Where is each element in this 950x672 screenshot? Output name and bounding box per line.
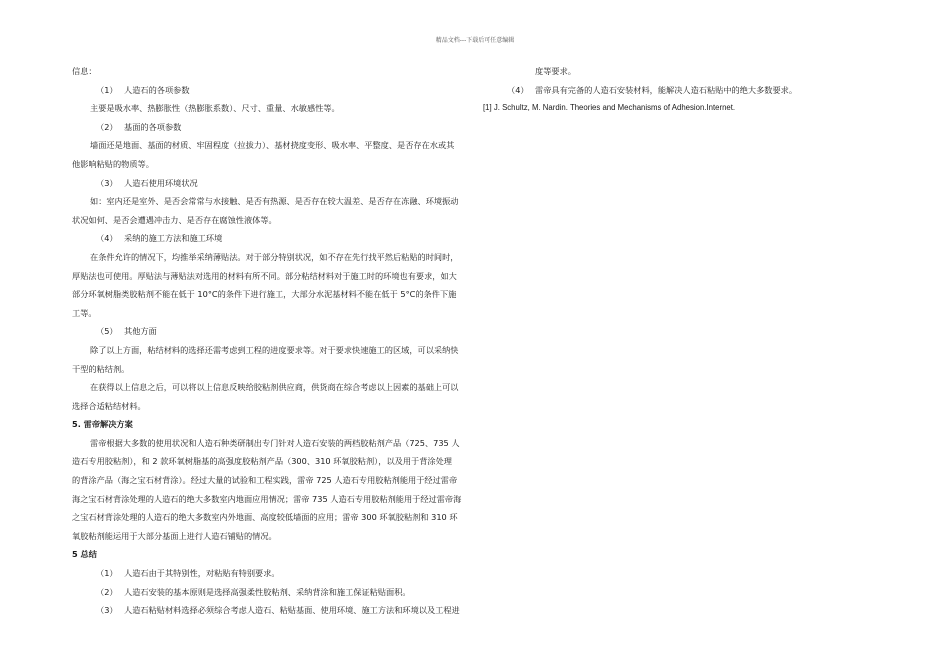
text-line: 雷帝根据大多数的使用状况和人造石种类研制出专门针对人造石安装的两档胶粘剂产品（725、735 人 xyxy=(90,437,460,448)
section-heading: 5. 雷帝解决方案 xyxy=(72,419,133,430)
text-line: 厚贴法也可使用。厚贴法与薄贴法对选用的材料有所不同。部分粘结材料对于施工时的环境也有要求，如大 xyxy=(72,270,457,281)
numbered-item xyxy=(72,564,466,583)
numbered-item xyxy=(72,174,466,193)
item-text: 人造石使用环境状况 xyxy=(124,177,198,188)
text-line: 墙面还是地面、基面的材质、牢固程度（拉拔力）、基材挠度变形、吸水率、平整度、是否存在水或其 xyxy=(90,140,455,151)
item-number: （5） xyxy=(96,326,118,337)
text-line: 在条件允许的情况下，均推举采纳薄贴法。对于部分特别状况，如不存在先行找平然后粘贴的时间时， xyxy=(90,251,459,262)
text-line: 工等。 xyxy=(72,307,97,318)
item-number: （2） xyxy=(96,121,118,132)
reference-entry: [1] J. Schultz, M. Nardin. Theories and Mechanisms of Adhesion.Internet. xyxy=(483,103,736,113)
text-line: 如：室内还是室外、是否会常常与水接触、是否有热源、是否存在较大温差、是否存在冻融、环境振动 xyxy=(90,196,459,207)
item-text: 雷帝具有完备的人造石安装材料，能解决人造石粘贴中的绝大多数要求。 xyxy=(535,84,798,95)
text-line: 他影响粘贴的物质等。 xyxy=(72,158,154,169)
item-text: 采纳的施工方法和施工环境 xyxy=(124,233,223,244)
numbered-item xyxy=(72,601,466,620)
text-line: 海之宝石材背涂处理的人造石的绝大多数室内地面应用情况；雷帝 735 人造石专用胶粘剂能用于经过雷帝海 xyxy=(72,493,462,504)
item-number: （3） xyxy=(96,177,118,188)
item-number: （4） xyxy=(507,84,529,95)
numbered-item xyxy=(72,229,466,248)
text-line: 氧胶粘剂能运用于大部分基面上进行人造石铺贴的情况。 xyxy=(72,530,277,541)
text-line: 之宝石材背涂处理的人造石的绝大多数室内外地面、高度较低墙面的应用；雷帝 300 环氧胶粘剂和 310 环 xyxy=(72,512,458,523)
page-header: 精品文档---下载后可任意编辑 xyxy=(435,37,515,44)
item-text: 基面的各项参数 xyxy=(124,121,182,132)
text-line: 的背涂产品（海之宝石材背涂）。经过大量的试验和工程实践，雷帝 725 人造石专用胶粘剂能用于经过雷帝 xyxy=(72,475,458,486)
numbered-item xyxy=(72,583,466,602)
item-text: 人造石安装的基本原则是选择高强柔性胶粘剂、采纳背涂和施工保证粘贴面积。 xyxy=(124,586,411,597)
item-text: 人造石由于其特别性，对粘贴有特别要求。 xyxy=(124,568,280,579)
right-column xyxy=(483,62,813,118)
numbered-item xyxy=(72,118,466,137)
section-heading: 5 总结 xyxy=(72,549,97,560)
numbered-item xyxy=(72,322,466,341)
text-line: 部分环氧树脂类胶粘剂不能在低于 10°C的条件下进行施工，大部分水泥基材料不能在低于 5°C的条件下施 xyxy=(72,289,457,300)
item-number: （3） xyxy=(96,605,118,616)
left-column xyxy=(72,62,466,620)
text-line: 选择合适粘结材料。 xyxy=(72,400,146,411)
item-number: （1） xyxy=(96,84,118,95)
text-line: 度等要求。 xyxy=(535,66,576,76)
text-line: 在获得以上信息之后，可以将以上信息反映给胶粘剂供应商，供货商在综合考虑以上因素的基础上可以 xyxy=(90,382,459,393)
numbered-item xyxy=(72,81,466,100)
item-text: 其他方面 xyxy=(124,326,157,337)
text-line: 信息： xyxy=(72,66,97,76)
item-text: 人造石的各项参数 xyxy=(124,84,190,95)
text-line: 状况如何、是否会遭遇冲击力、是否存在腐蚀性液体等。 xyxy=(72,214,277,225)
item-number: （1） xyxy=(96,568,118,579)
text-line: 主要是吸水率、热膨胀性（热膨胀系数）、尺寸、重量、水敏感性等。 xyxy=(90,103,340,114)
text-line: 除了以上方面，粘结材料的选择还需考虑到工程的进度要求等。对于要求快速施工的区域，可以采纳快 xyxy=(90,344,459,355)
item-text: 人造石粘贴材料选择必须综合考虑人造石、粘贴基面、使用环境、施工方法和环境以及工程进 xyxy=(124,605,460,616)
item-number: （2） xyxy=(96,586,118,597)
text-line: 干型的粘结剂。 xyxy=(72,363,130,374)
numbered-item xyxy=(483,81,813,100)
text-line: 造石专用胶粘剂），和 2 款环氧树脂基的高强度胶粘剂产品（300、310 环氧胶粘剂），以及用于背涂处理 xyxy=(72,456,452,467)
item-number: （4） xyxy=(96,233,118,244)
